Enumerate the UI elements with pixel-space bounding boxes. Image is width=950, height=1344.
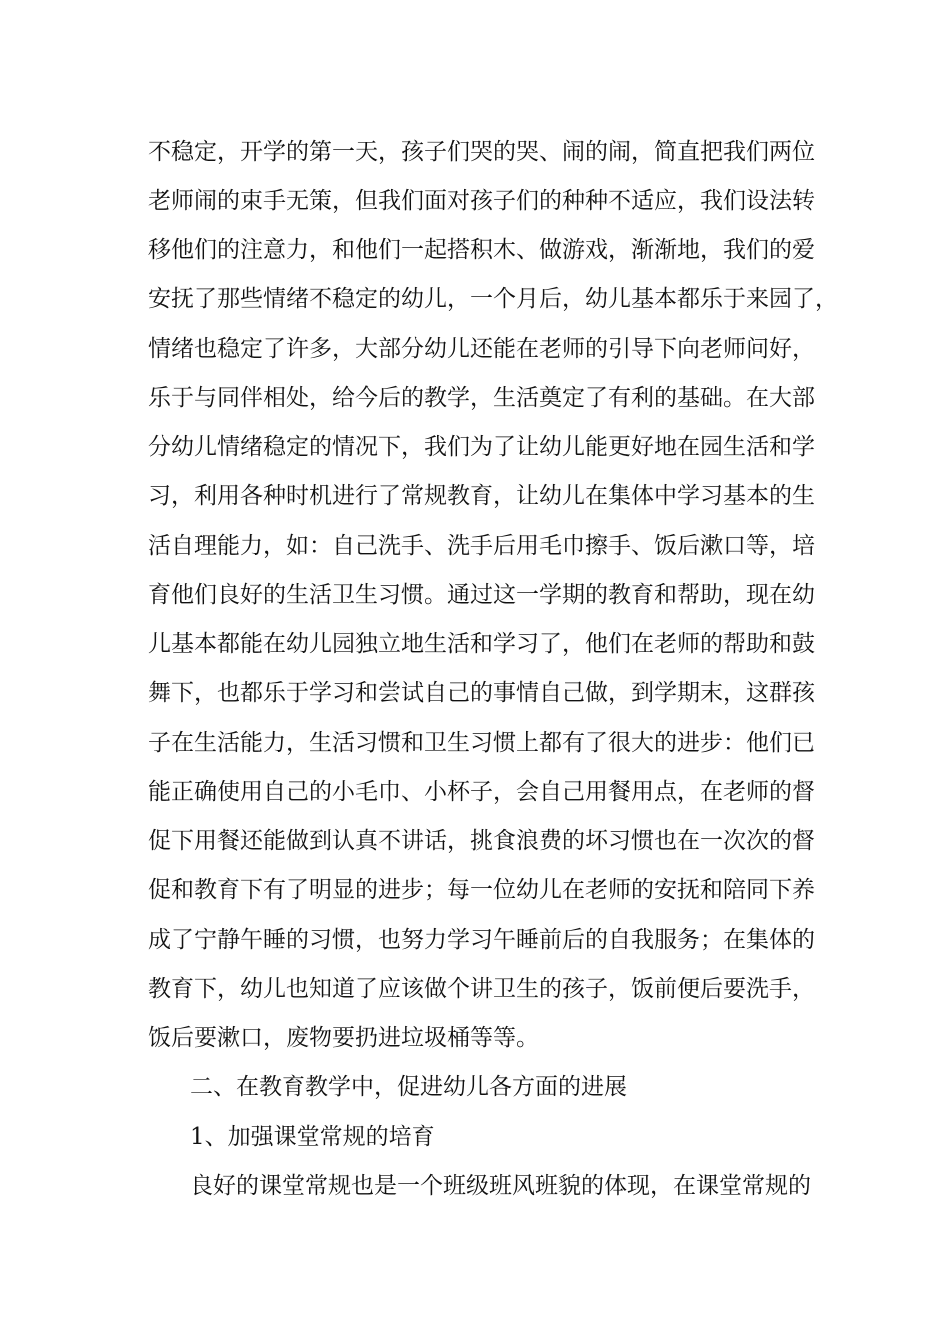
body-text-line: 活自理能力，如：自己洗手、洗手后用毛巾擦手、饭后漱口等，培 — [148, 533, 815, 559]
body-text-line: 乐于与同伴相处，给今后的教学，生活奠定了有利的基础。在大部 — [148, 385, 815, 411]
body-text-line: 成了宁静午睡的习惯，也努力学习午睡前后的自我服务；在集体的 — [148, 927, 815, 953]
body-text-line: 子在生活能力，生活习惯和卫生习惯上都有了很大的进步：他们已 — [148, 730, 815, 756]
body-text-line: 不稳定，开学的第一天，孩子们哭的哭、闹的闹，简直把我们两位 — [148, 139, 815, 165]
body-text-line: 舞下，也都乐于学习和尝试自己的事情自己做，到学期末，这群孩 — [148, 680, 815, 706]
body-text-line: 良好的课堂常规也是一个班级班风班貌的体现，在课堂常规的 — [190, 1173, 811, 1199]
body-text-line: 儿基本都能在幼儿园独立地生活和学习了，他们在老师的帮助和鼓 — [148, 631, 815, 657]
body-text-line: 情绪也稳定了许多，大部分幼儿还能在老师的引导下向老师问好， — [148, 336, 815, 362]
body-text-line: 移他们的注意力，和他们一起搭积木、做游戏，渐渐地，我们的爱 — [148, 237, 815, 263]
body-text-line: 促下用餐还能做到认真不讲话，挑食浪费的坏习惯也在一次次的督 — [148, 828, 815, 854]
body-text-line: 饭后要漱口，废物要扔进垃圾桶等等。 — [148, 1025, 539, 1051]
body-text-line: 能正确使用自己的小毛巾、小杯子，会自己用餐用点，在老师的督 — [148, 779, 815, 805]
subsection-heading: 1、加强课堂常规的培育 — [190, 1124, 435, 1150]
body-text-line: 老师闹的束手无策，但我们面对孩子们的种种不适应，我们设法转 — [148, 188, 815, 214]
body-text-line: 教育下，幼儿也知道了应该做个讲卫生的孩子，饭前便后要洗手， — [148, 976, 815, 1002]
body-text-line: 安抚了那些情绪不稳定的幼儿，一个月后，幼儿基本都乐于来园了， — [148, 286, 838, 312]
body-text-line: 分幼儿情绪稳定的情况下，我们为了让幼儿能更好地在园生活和学 — [148, 434, 815, 460]
body-text-line: 习，利用各种时机进行了常规教育，让幼儿在集体中学习基本的生 — [148, 483, 815, 509]
body-text-line: 促和教育下有了明显的进步；每一位幼儿在老师的安抚和陪同下养 — [148, 877, 815, 903]
body-text-line: 育他们良好的生活卫生习惯。通过这一学期的教育和帮助，现在幼 — [148, 582, 815, 608]
section-heading: 二、在教育教学中，促进幼儿各方面的进展 — [190, 1074, 627, 1100]
